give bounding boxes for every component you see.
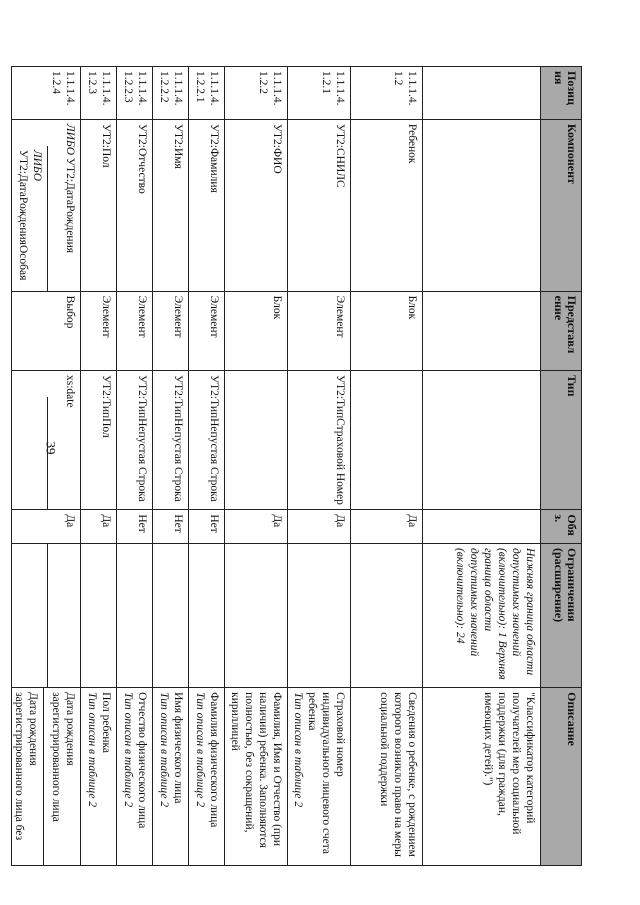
cell-representation: Элемент xyxy=(287,291,350,370)
cell-description xyxy=(188,688,224,866)
cell-restrictions xyxy=(11,543,80,687)
cell-type xyxy=(224,370,287,509)
cell-representation xyxy=(423,291,541,370)
cell-description: Фамилия, Имя и Отчество (при наличии) ребенка. Заполняются полностью, без сокращений, кириллицей xyxy=(224,688,287,866)
description-type-note: Тип описан в таблице 2 xyxy=(85,692,98,808)
cell-required: Да xyxy=(351,510,423,544)
table-row xyxy=(152,67,188,866)
cell-representation: Элемент xyxy=(116,291,152,370)
cell-representation: Элемент xyxy=(80,291,116,370)
cell-type: УТ2:ТипНепустая Строка xyxy=(188,370,224,509)
cell-required: Нет xyxy=(188,510,224,544)
cell-description xyxy=(152,688,188,866)
cell-position: 1.1.1.4. 1.2.2.2 xyxy=(152,67,188,120)
header-restrictions: Ограничения (расширение) xyxy=(541,543,582,687)
cell-component: Ребенок xyxy=(351,119,423,291)
cell-representation: Блок xyxy=(351,291,423,370)
cell-required: Нет xyxy=(116,510,152,544)
header-description: Описание xyxy=(541,688,582,866)
table-row xyxy=(224,67,287,866)
required-value: Да xyxy=(63,514,76,528)
cell-type xyxy=(11,370,80,509)
cell-required: Да xyxy=(224,510,287,544)
cell-type: УТ2:ТипПол xyxy=(80,370,116,509)
cell-representation: Элемент xyxy=(188,291,224,370)
data-structure-table xyxy=(11,66,582,866)
cell-position: 1.1.1.4. 1.2.3 xyxy=(80,67,116,120)
cell-description xyxy=(116,688,152,866)
description-type-note: Тип описан в таблице 2 xyxy=(291,692,304,808)
cell-restrictions xyxy=(351,543,423,687)
cell-type: УТ2:ТипСтраховой Номер xyxy=(287,370,350,509)
cell-component: УТ2:Пол xyxy=(80,119,116,291)
description-type-note: Тип описан в таблице 2 xyxy=(121,692,134,808)
description-text: Имя физического лица xyxy=(171,692,184,804)
type-value: xs:date xyxy=(63,374,76,408)
header-component: Компонент xyxy=(541,119,582,291)
table-row xyxy=(116,67,152,866)
cell-description xyxy=(80,688,116,866)
cell-type: УТ2:ТипНепустая Строка xyxy=(116,370,152,509)
restrictions-value xyxy=(48,544,80,687)
component-choice-marker: ЛИБО xyxy=(63,123,76,156)
table-row xyxy=(80,67,116,866)
description-text: Фамилия физического лица xyxy=(207,692,220,828)
component-name: УТ2:ДатаРождения xyxy=(63,157,76,254)
component-name-2: УТ2:ДатаРожденияОсобая xyxy=(16,149,29,281)
cell-position: 1.1.1.4. 1.2.1 xyxy=(287,67,350,120)
cell-type xyxy=(423,370,541,509)
cell-restrictions xyxy=(224,543,287,687)
cell-restrictions xyxy=(152,543,188,687)
cell-position: 1.1.1.4. 1.2.4 xyxy=(11,67,80,120)
cell-position: 1.1.1.4. 1.2.2.1 xyxy=(188,67,224,120)
cell-position: 1.1.1.4. 1.2 xyxy=(351,67,423,120)
cell-restrictions xyxy=(116,543,152,687)
cell-component: УТ2:СНИЛС xyxy=(287,119,350,291)
cell-description: Сведения о ребенке, с рождением которого возникло право на меры социальной поддержки xyxy=(351,688,423,866)
table-row xyxy=(11,67,80,866)
cell-required xyxy=(423,510,541,544)
cell-component: УТ2:ФИО xyxy=(224,119,287,291)
cell-restrictions xyxy=(188,543,224,687)
cell-component: УТ2:Отчество xyxy=(116,119,152,291)
cell-required: Нет xyxy=(152,510,188,544)
table-row xyxy=(188,67,224,866)
cell-position: 1.1.1.4. 1.2.2 xyxy=(224,67,287,120)
description-text: Отчество физического лица xyxy=(135,692,148,829)
cell-component: УТ2:Имя xyxy=(152,119,188,291)
cell-restrictions xyxy=(287,543,350,687)
cell-description xyxy=(11,688,80,866)
cell-representation: Блок xyxy=(224,291,287,370)
header-representation: Представл ение xyxy=(541,291,582,370)
page-number: 39 xyxy=(43,441,59,455)
cell-component xyxy=(423,119,541,291)
cell-restrictions: Нижняя граница области допустимых значений (включительно): 1 Верхняя граница области допустимых значений (включительно): 24 xyxy=(423,543,541,687)
table-row xyxy=(423,67,541,866)
cell-component: УТ2:Фамилия xyxy=(188,119,224,291)
cell-representation: Выбор xyxy=(11,291,80,370)
description-text: Страховой номер индивидуального лицевого счета ребенка xyxy=(305,692,346,854)
description-text: Дата рождения зарегистрированного лица xyxy=(49,692,76,822)
cell-required: Да xyxy=(80,510,116,544)
cell-position xyxy=(423,67,541,120)
cell-required: Да xyxy=(287,510,350,544)
description-text: Пол ребенка xyxy=(99,692,112,753)
description-text-2: Дата рождения зарегистрированного лица без xyxy=(12,688,44,865)
cell-position: 1.1.1.4. 1.2.2.3 xyxy=(116,67,152,120)
description-type-note: Тип описан в таблице 2 xyxy=(193,692,206,808)
component-choice-marker-2: ЛИБО xyxy=(30,149,43,182)
cell-representation: Элемент xyxy=(152,291,188,370)
table-row xyxy=(351,67,423,866)
cell-component xyxy=(11,119,80,291)
cell-description xyxy=(287,688,350,866)
cell-type: УТ2:ТипНепустая Строка xyxy=(152,370,188,509)
description-type-note: Тип описан в таблице 2 xyxy=(157,692,170,808)
table-header-row xyxy=(541,67,582,866)
cell-description: "Классификатор категорий получателей мер социальной поддержки (для граждан, имеющих детей).") xyxy=(423,688,541,866)
header-required: Обя з. xyxy=(541,510,582,544)
cell-required xyxy=(11,510,80,544)
header-type: Тип xyxy=(541,370,582,509)
cell-type xyxy=(351,370,423,509)
header-position: Позиц ия xyxy=(541,67,582,120)
cell-restrictions xyxy=(80,543,116,687)
table-row xyxy=(287,67,350,866)
